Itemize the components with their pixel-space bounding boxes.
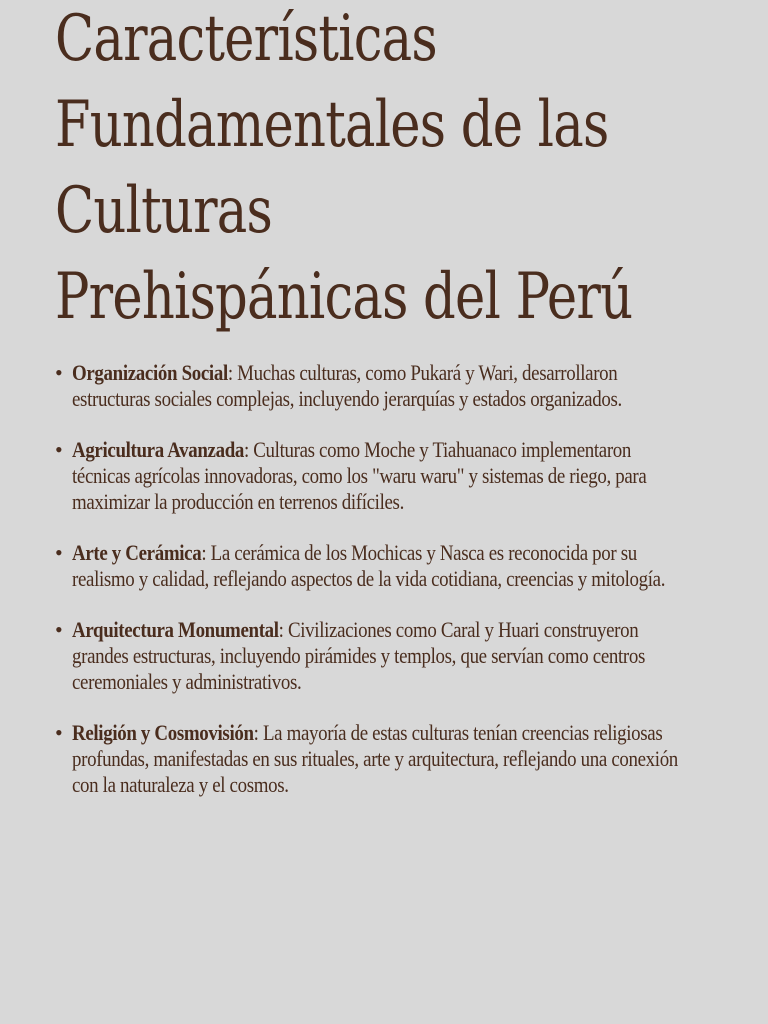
item-text xyxy=(72,540,691,592)
bullet-icon: • xyxy=(55,437,63,462)
item-term: Organización Social xyxy=(72,360,228,385)
title-line: Prehispánicas del Perú xyxy=(55,260,633,334)
list-item xyxy=(55,720,745,798)
item-description: : Culturas como Moche y Tiahuanaco implementaron técnicas agrícolas innovadoras, como los "waru waru" y sistemas de riego, para maximizar la producción en terrenos difíciles. xyxy=(72,437,647,514)
item-text xyxy=(72,437,691,515)
item-term: Religión y Cosmovisión xyxy=(72,720,254,745)
bullet-icon: • xyxy=(55,360,63,385)
title-line: Características xyxy=(55,2,437,76)
list-item xyxy=(55,437,745,515)
bullet-icon: • xyxy=(55,617,63,642)
item-text xyxy=(72,360,691,412)
title-line: Culturas xyxy=(55,174,272,248)
item-term: Agricultura Avanzada xyxy=(72,437,244,462)
item-term: Arquitectura Monumental xyxy=(72,617,279,642)
item-text xyxy=(72,617,691,695)
item-description: : La mayoría de estas culturas tenían creencias religiosas profundas, manifestadas en sus rituales, arte y arquitectura, reflejando una conexión con la naturaleza y el cosmos. xyxy=(72,720,678,797)
item-text xyxy=(72,720,691,798)
bullet-icon: • xyxy=(55,720,63,745)
item-description: : La cerámica de los Mochicas y Nasca es reconocida por su realismo y calidad, reflejando aspectos de la vida cotidiana, creencias y mitología. xyxy=(72,540,666,591)
item-description: : Civilizaciones como Caral y Huari construyeron grandes estructuras, incluyendo pirámides y templos, que servían como centros ceremoniales y administrativos. xyxy=(72,617,646,694)
bullet-icon: • xyxy=(55,540,63,565)
title-line: Fundamentales de las xyxy=(55,88,609,162)
page-title xyxy=(55,0,633,340)
item-term: Arte y Cerámica xyxy=(72,540,202,565)
list-item xyxy=(55,617,745,695)
list-item xyxy=(55,540,745,592)
characteristics-list xyxy=(55,360,745,823)
item-description: : Muchas culturas, como Pukará y Wari, desarrollaron estructuras sociales complejas, incluyendo jerarquías y estados organizados. xyxy=(72,360,622,411)
list-item xyxy=(55,360,745,412)
